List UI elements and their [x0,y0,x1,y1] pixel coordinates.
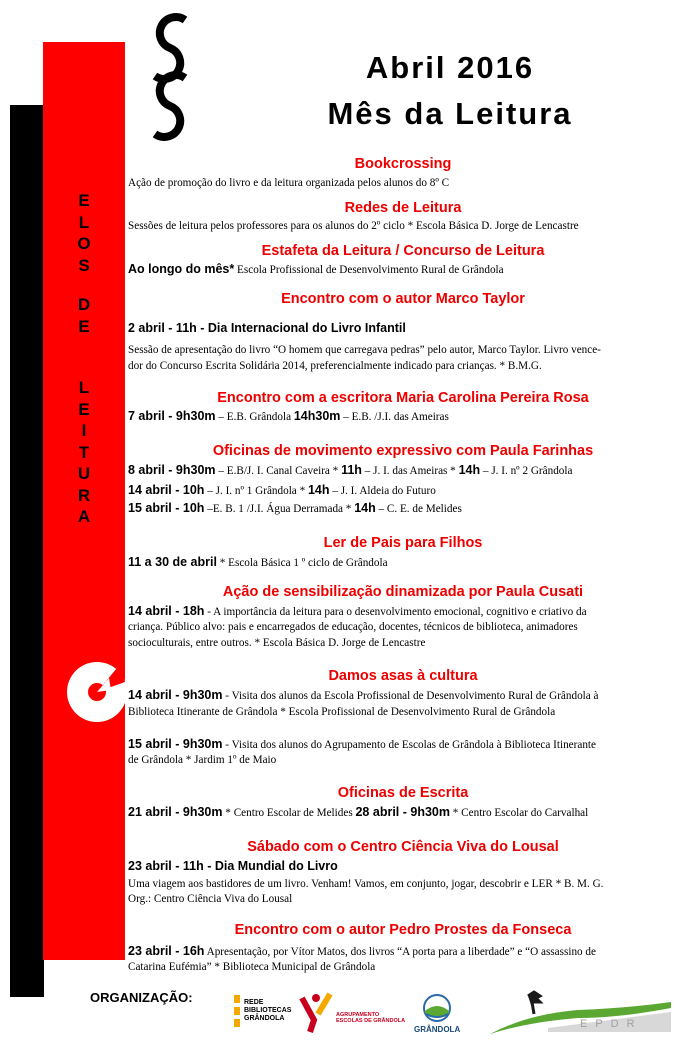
date-bold: 21 abril - 9h30m [128,805,223,819]
date-bold: 7 abril - 9h30m [128,409,216,423]
vertical-letter: S [78,255,90,275]
vertical-letter: R [77,485,91,505]
section-line [128,805,680,821]
vertical-word-de [43,294,125,337]
section-text: criança. Público alvo: pais e encarregados de educação, docentes, técnicos de biblioteca, animadores [128,621,578,633]
section-title-maria: Encontro com a escritora Maria Carolina Pereira Rosa [217,390,589,406]
vertical-letter: I [81,421,87,440]
grandola-label: GRÂNDOLA [414,1025,461,1034]
section-text: Catarina Eufémia” * Biblioteca Municipal de Grândola [128,961,376,973]
section-text: - Visita dos alunos do Agrupamento de Escolas de Grândola à Biblioteca Itinerante [222,739,596,751]
reading-logo-icon [65,660,129,724]
date-bold: 14 abril - 18h [128,604,205,618]
section-text: –E. B. 1 /J.I. Água Derramada * [204,503,355,515]
section-title-marco: Encontro com o autor Marco Taylor [281,291,525,307]
section-text: – C. E. de Melides [375,503,462,515]
section-title-asas: Damos asas à cultura [328,668,478,684]
section-title-escrita: Oficinas de Escrita [337,785,469,801]
agrup-line: ESCOLAS DE GRÂNDOLA [336,1018,406,1024]
section-text: – J. I. Aldeia do Futuro [329,485,436,497]
section-line [128,688,680,704]
section-text: – J. I. nº 2 Grândola [480,465,573,477]
section-text: – E.B. Grândola [215,411,294,423]
vertical-letters [43,294,125,337]
section-text: Escola Profissional de Desenvolvimento Rural de Grândola [234,264,504,276]
section-title-redes: Redes de Leitura [344,200,462,216]
vertical-letter: L [78,378,90,397]
date-bold: 2 abril - 11h - Dia Internacional do Livro Infantil [128,321,406,335]
vertical-letter: E [78,191,90,210]
section-line [128,944,680,960]
section-text: Sessão de apresentação do livro “O homem que carregava pedras” pelo autor, Marco Taylor. Livro vence- [128,344,601,356]
agrup-line: AGRUPAMENTO [336,1012,380,1018]
section-line [128,859,680,875]
page-title-line2: Mês da Leitura [327,96,573,131]
rede-bibliotecas-logo [232,993,292,1037]
section-text: Biblioteca Itinerante de Grândola * Escola Profissional de Desenvolvimento Rural de Grândola [128,706,556,718]
section-text: – E.B. /J.I. das Ameiras [340,411,449,423]
section-line [128,483,680,499]
section-text: de Grândola * Jardim 1º de Maio [128,754,277,766]
date-bold: 15 abril - 10h [128,501,205,515]
date-bold: 14 abril - 9h30m [128,688,223,702]
date-bold: 14h [354,501,376,515]
vertical-letters [43,190,125,276]
section-line [128,321,680,337]
section-line [128,555,680,571]
vertical-letter: O [77,234,91,253]
vertical-letter: T [78,442,90,462]
section-text: – J. I. das Ameiras * [361,465,459,477]
section-text: Org.: Centro Ciência Viva do Lousal [128,893,293,905]
epdr-logo [488,988,673,1036]
vertical-letters [43,377,125,528]
section-text: Apresentação, por Vítor Matos, dos livros “A porta para a liberdade” e “O assassino de [204,946,596,958]
chain-links-icon [145,6,195,148]
section-text: Uma viagem aos bastidores de um livro. Venham! Vamos, em conjunto, jogar, descobrir e LER * B. M. G. [128,878,604,890]
section-line [128,262,680,278]
rbg-line: BIBLIOTECAS [244,1007,292,1014]
organization-label: ORGANIZAÇÃO: [90,990,193,1005]
black-side-bar [10,105,44,997]
section-line [128,409,680,425]
section-title-bookcrossing: Bookcrossing [354,156,452,172]
section-text: – J. I. nº 1 Grândola * [204,485,308,497]
page-title-line1: Abril 2016 [365,50,535,85]
date-bold: 15 abril - 9h30m [128,737,223,751]
section-text: * Escola Básica 1 º ciclo de Grândola [216,557,388,569]
vertical-letter: U [77,464,91,483]
vertical-letter: L [78,212,90,232]
vertical-word-elos [43,190,125,276]
section-text: Sessões de leitura pelos professores para os alunos do 2º ciclo * Escola Básica D. Jorge de Lencastre [128,220,579,232]
vertical-letter: E [78,316,90,336]
date-bold: 14h30m [293,409,341,423]
date-bold: 23 abril - 11h - Dia Mundial do Livro [128,859,338,873]
date-bold: 28 abril - 9h30m [355,805,450,819]
date-bold: Ao longo do mês* [128,262,235,276]
date-bold: 11 a 30 de abril [128,555,217,569]
date-bold: 11h [341,463,362,477]
rbg-line: GRÂNDOLA [244,1015,285,1022]
section-line [128,604,680,620]
section-line [128,737,680,753]
vertical-word-leitura [43,377,125,528]
book-stack-icon [232,993,242,1033]
vertical-letter: A [77,507,91,526]
grandola-municipality-logo [414,993,464,1041]
agrupamento-logo [296,990,406,1036]
section-text: - A importância da leitura para o desenvolvimento emocional, cognitivo e criativo da [204,606,587,618]
date-bold: 14h [307,483,330,497]
section-text: * Centro Escolar de Melides [222,807,356,819]
vertical-letter: E [78,399,90,419]
landscape-circle-icon [422,993,452,1023]
section-title-ler-pais: Ler de Pais para Filhos [323,535,483,551]
section-text: - Visita dos alunos da Escola Profissional de Desenvolvimento Rural de Grândola à [222,690,599,702]
rbg-line: REDE [244,999,264,1006]
section-line [128,463,680,479]
epdr-label: EPDR [580,1018,643,1030]
section-title-lousal: Sábado com o Centro Ciência Viva do Lousal [247,839,559,855]
section-text: socioculturais, entre outros. * Escola Básica D. Jorge de Lencastre [128,637,426,649]
section-text: * Centro Escolar do Carvalhal [449,807,589,819]
section-text: Ação de promoção do livro e da leitura organizada pelos alunos do 8º C [128,177,450,189]
section-title-estafeta: Estafeta da Leitura / Concurso de Leitura [261,243,545,259]
vertical-letter: D [77,295,91,314]
section-line [128,501,680,517]
date-bold: 14 abril - 10h [128,483,205,497]
date-bold: 8 abril - 9h30m [128,463,216,477]
section-title-pedro: Encontro com o autor Pedro Prostes da Fonseca [234,922,572,938]
date-bold: 23 abril - 16h [128,944,205,958]
section-title-cusati: Ação de sensibilização dinamizada por Paula Cusati [222,584,584,600]
date-bold: 14h [458,463,481,477]
section-title-oficinas-mov: Oficinas de movimento expressivo com Paula Farinhas [212,443,594,459]
section-text: – E.B/J. I. Canal Caveira * [215,465,342,477]
section-text: dor do Concurso Escrita Solidária 2014, preferencialmente indicado para crianças. * B.M.G. [128,360,542,372]
